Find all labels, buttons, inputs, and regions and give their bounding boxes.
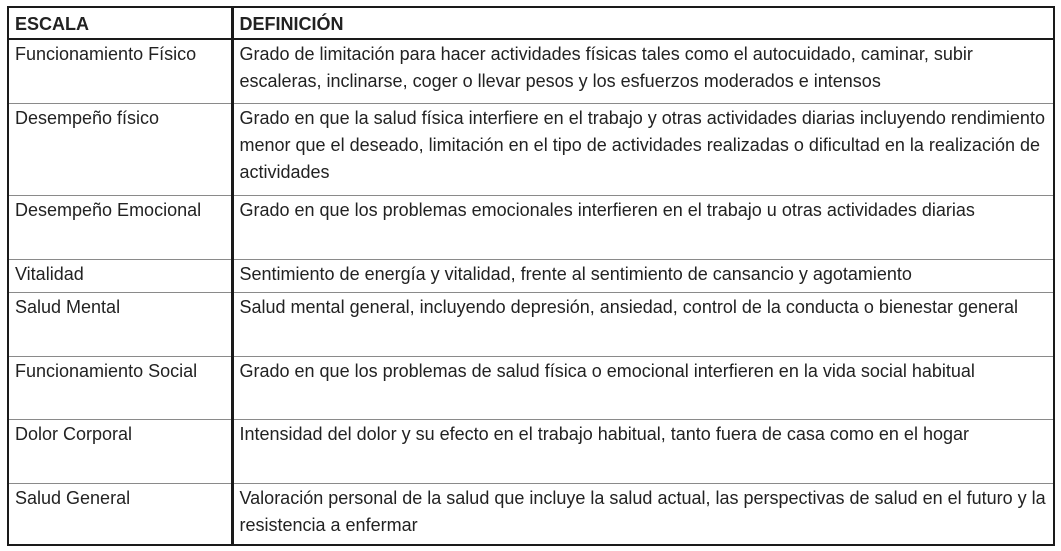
definicion-cell: Grado en que los problemas de salud física o emocional interfieren en la vida social habitual — [232, 356, 1053, 420]
table-row — [9, 356, 1053, 420]
escala-cell: Funcionamiento Social — [9, 356, 232, 420]
definicion-cell: Salud mental general, incluyendo depresión, ansiedad, control de la conducta o bienestar general — [232, 292, 1053, 356]
table-row — [9, 292, 1053, 356]
escala-cell: Desempeño físico — [9, 104, 232, 196]
escala-cell: Vitalidad — [9, 259, 232, 292]
definicion-cell: Grado en que la salud física interfiere en el trabajo y otras actividades diarias incluyendo rendimiento menor que el deseado, limitación en el tipo de actividades realizadas o dificultad en la realización de actividades — [232, 104, 1053, 196]
table-row — [9, 259, 1053, 292]
definitions-table — [7, 6, 1055, 546]
definicion-cell: Valoración personal de la salud que incluye la salud actual, las perspectivas de salud en el futuro y la resistencia a enfermar — [239, 487, 1046, 535]
header-escala: ESCALA — [9, 8, 232, 39]
escala-cell: Desempeño Emocional — [9, 196, 232, 260]
header-definicion: DEFINICIÓN — [232, 8, 1053, 39]
definicion-cell: Intensidad del dolor y su efecto en el trabajo habitual, tanto fuera de casa como en el hogar — [232, 420, 1053, 484]
table-row — [9, 483, 1053, 544]
escala-cell: Dolor Corporal — [9, 420, 232, 484]
definicion-cell: Grado en que los problemas emocionales interfieren en el trabajo u otras actividades diarias — [232, 196, 1053, 260]
escala-cell: Funcionamiento Físico — [9, 39, 232, 104]
table-header-row — [9, 8, 1053, 39]
definicion-cell: Sentimiento de energía y vitalidad, frente al sentimiento de cansancio y agotamiento — [232, 259, 1053, 292]
escala-cell: Salud General — [9, 483, 232, 544]
table-row — [9, 420, 1053, 484]
escala-cell: Salud Mental — [9, 292, 232, 356]
table-row — [9, 196, 1053, 260]
definicion-cell: Grado de limitación para hacer actividades físicas tales como el autocuidado, caminar, subir escaleras, inclinarse, coger o llevar pesos y los esfuerzos moderados e intensos — [232, 39, 1053, 104]
table-row — [9, 39, 1053, 104]
table-row — [9, 104, 1053, 196]
